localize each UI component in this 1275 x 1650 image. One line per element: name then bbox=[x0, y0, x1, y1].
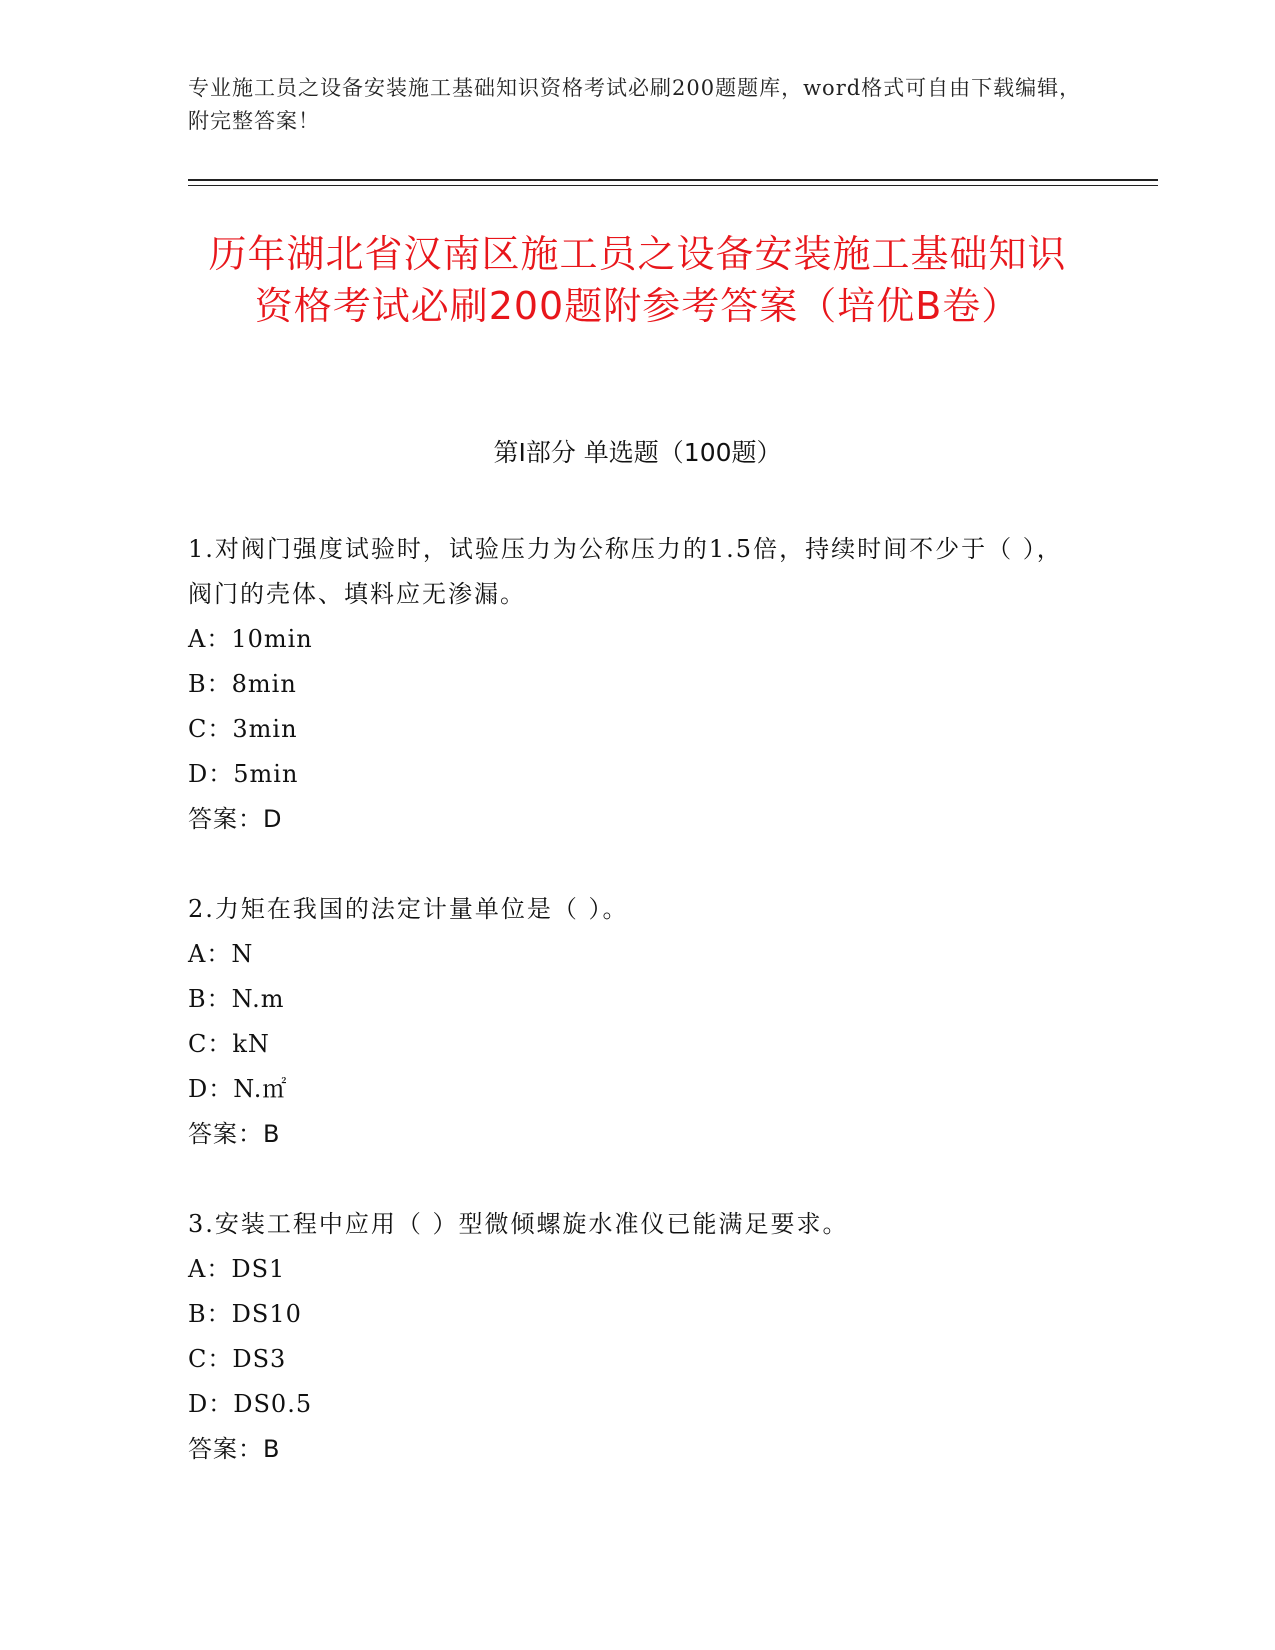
question-2 bbox=[188, 887, 1068, 1157]
option-a: A：10min bbox=[188, 625, 313, 653]
option-c: C：DS3 bbox=[188, 1345, 287, 1373]
header-note: 专业施工员之设备安装施工基础知识资格考试必刷200题题库，word格式可自由下载编辑，附完整答案！ bbox=[188, 76, 1082, 133]
question-1 bbox=[188, 527, 1068, 842]
question-stem: 1.对阀门强度试验时，试验压力为公称压力的1.5倍，持续时间不少于（ ），阀门的壳体、填料应无渗漏。 bbox=[188, 535, 1063, 608]
option-a: A：N bbox=[188, 940, 254, 968]
question-list bbox=[188, 527, 1068, 1517]
answer-line: 答案：B bbox=[188, 1120, 281, 1148]
option-a: A：DS1 bbox=[188, 1255, 286, 1283]
option-b: B：N.m bbox=[188, 985, 285, 1013]
option-b: B：8min bbox=[188, 670, 297, 698]
section-title: 第I部分 单选题（100题） bbox=[493, 438, 782, 467]
option-d: D：DS0.5 bbox=[188, 1390, 313, 1418]
header-divider-thin bbox=[188, 185, 1158, 186]
answer-line: 答案：B bbox=[188, 1435, 281, 1463]
option-b: B：DS10 bbox=[188, 1300, 302, 1328]
answer-line: 答案：D bbox=[188, 805, 283, 833]
question-3 bbox=[188, 1202, 1068, 1472]
option-d: D：5min bbox=[188, 760, 299, 788]
question-stem: 3.安装工程中应用（ ）型微倾螺旋水准仪已能满足要求。 bbox=[188, 1210, 849, 1238]
header-divider-thick bbox=[188, 179, 1158, 181]
document-title: 历年湖北省汉南区施工员之设备安装施工基础知识资格考试必刷200题附参考答案（培优B卷） bbox=[208, 232, 1067, 328]
option-c: C：3min bbox=[188, 715, 298, 743]
option-d: D：N.㎡ bbox=[188, 1075, 288, 1103]
question-stem: 2.力矩在我国的法定计量单位是（ ）。 bbox=[188, 895, 629, 923]
option-c: C：kN bbox=[188, 1030, 270, 1058]
